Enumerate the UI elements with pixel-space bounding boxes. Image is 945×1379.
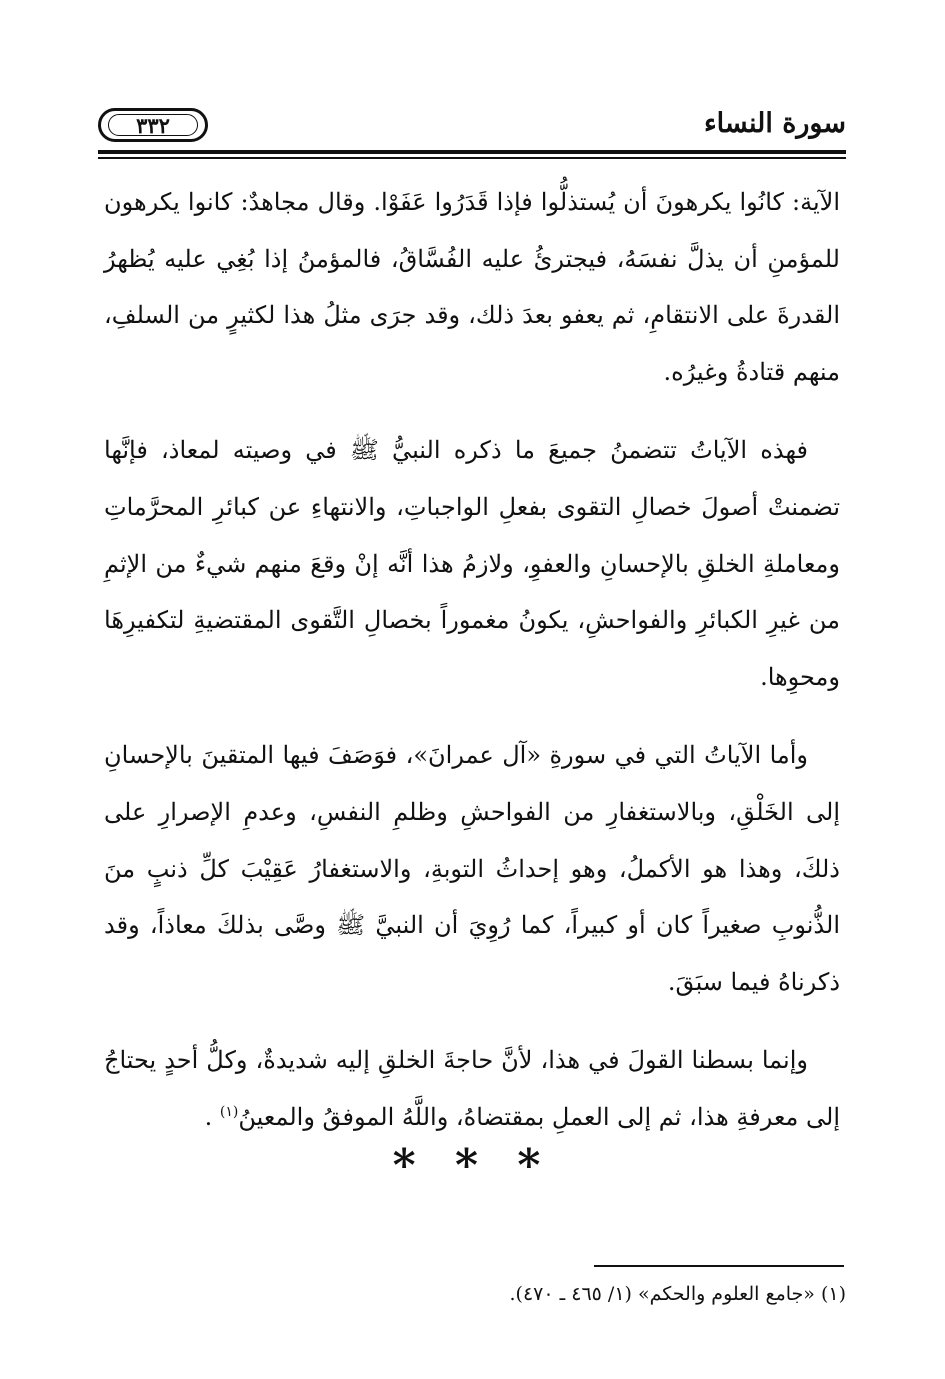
header-rule-thin — [98, 157, 846, 159]
paragraph — [104, 1032, 840, 1145]
page-number: ٣٣٢ — [136, 112, 170, 138]
paragraph: فهذه الآياتُ تتضمنُ جميعَ ما ذكره النبيُّ ﷺ في وصيته لمعاذ، فإنَّها تضمنتْ أصولَ خصالِ التقوى بفعلِ الواجباتِ، والانتهاءِ عن كبائرِ المحرَّماتِ ومعاملةِ الخلقِ بالإحسانِ والعفوِ، ولازمُ هذا أنَّه إنْ وقعَ منهم شيءٌ من الإثمِ من غيرِ الكبائرِ والفواحشِ، يكونُ مغموراً بخصالِ التَّقوى المقتضيةِ لتكفيرِهَا ومحوِها. — [104, 436, 840, 691]
footnote: (١) «جامع العلوم والحكم» (١/ ٤٦٥ ـ ٤٧٠). — [509, 1283, 846, 1305]
body-text — [104, 174, 840, 1168]
footnote-rule — [594, 1265, 844, 1267]
paragraph: الآية: كانُوا يكرهونَ أن يُستذلُّوا فإذا قَدَرُوا عَفَوْا. وقال مجاهدٌ: كانوا يكرهون للمؤمنِ أن يذلَّ نفسَهُ، فيجترئُ عليه الفُسَّاقُ، فالمؤمنُ إذا بُغِي عليه يُظهرُ القدرةَ على الانتقامِ، ثم يعفو بعدَ ذلك، وقد جرَى مثلُ هذا لكثيرٍ من السلفِ، منهم قتادةُ وغيرُه. — [104, 188, 840, 386]
header-rule — [98, 150, 846, 154]
paragraph-text: وإنما بسطنا القولَ في هذا، لأنَّ حاجةَ الخلقِ إليه شديدةٌ، وكلُّ أحدٍ يحتاجُ إلى معرفةِ هذا، ثم إلى العملِ بمقتضاهُ، واللَّهُ الموفقُ والمعينُ — [104, 1046, 840, 1131]
paragraph: وأما الآياتُ التي في سورةِ «آل عمرانَ»، فوَصَفَ فيها المتقينَ بالإحسانِ إلى الخَلْقِ، وبالاستغفارِ من الفواحشِ وظلمِ النفسِ، وعدمِ الإصرارِ على ذلكَ، وهذا هو الأكملُ، وهو إحداثُ التوبةِ، والاستغفارُ عَقِيْبَ كلِّ ذنبٍ منَ الذُّنوبِ صغيراً كان أو كبيراً، كما رُوِيَ أن النبيَّ ﷺ وصَّى بذلكَ معاذاً، وقد ذكرناهُ فيما سبَقَ. — [104, 741, 840, 996]
paragraph-end: . — [204, 1102, 220, 1131]
surah-title: سورة النساء — [703, 108, 846, 139]
page-header — [98, 96, 846, 156]
page-number-badge — [98, 108, 208, 142]
section-separator: * * * — [392, 1140, 553, 1191]
footnote-reference[interactable]: (١) — [219, 1103, 239, 1120]
